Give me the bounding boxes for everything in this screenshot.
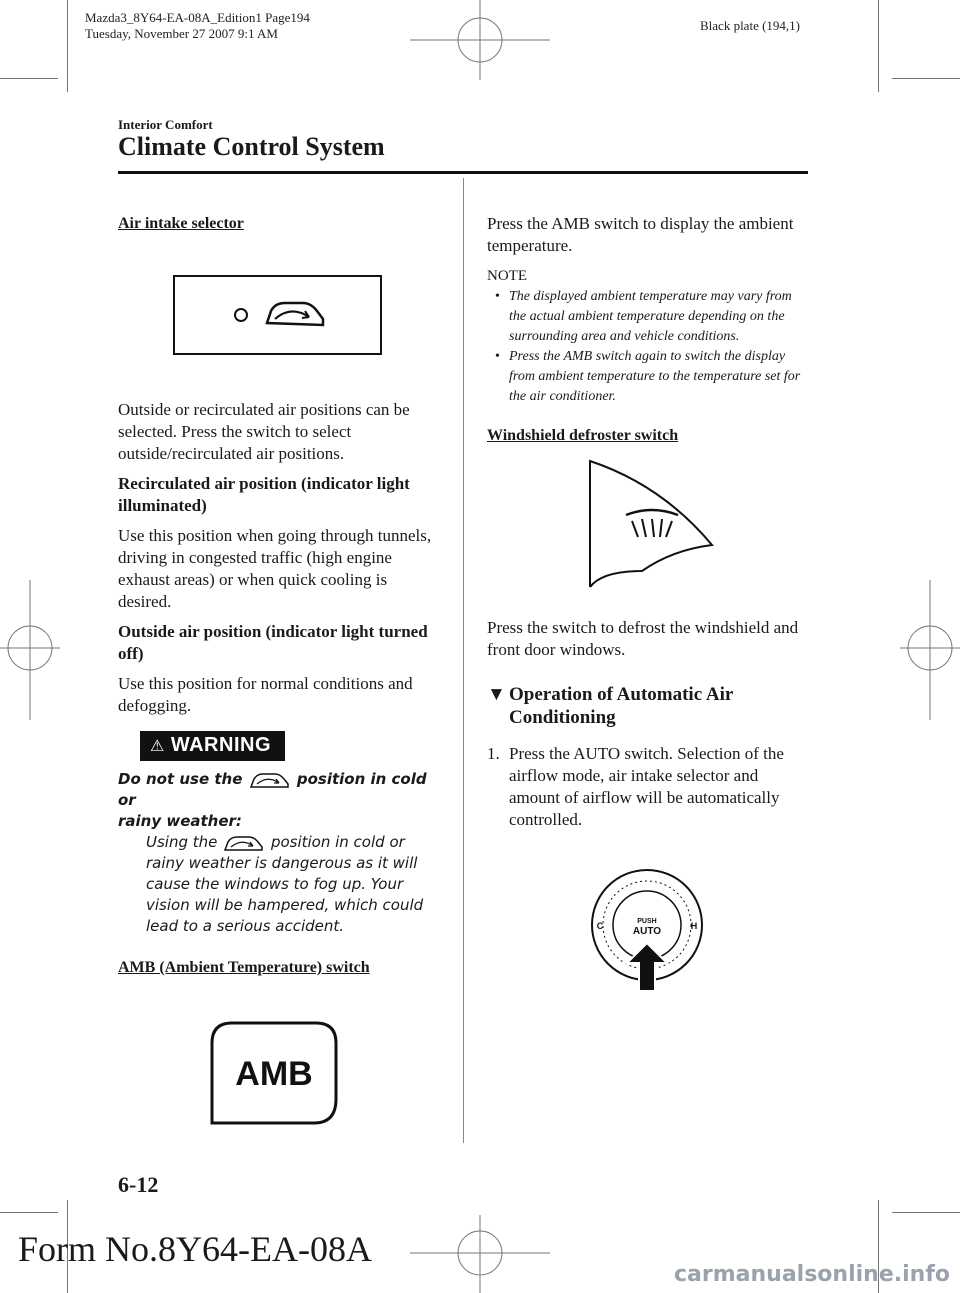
page-number: 6-12: [118, 1172, 159, 1197]
defroster-body: Press the switch to defrost the windshield and front door windows.: [487, 618, 799, 659]
crop-mark: [892, 78, 960, 79]
section-marker-icon: ▼: [487, 684, 506, 705]
recirc-heading: Recirculated air position (indicator light illuminated): [118, 474, 410, 515]
print-meta-plate: Black plate (194,1): [700, 18, 800, 33]
registration-mark-right: [900, 580, 960, 720]
warning-lead: Do not use the position in cold or rainy weather:: [118, 770, 427, 830]
step-number: 1.: [487, 744, 500, 763]
print-meta-date: Tuesday, November 27 2007 9:1 AM: [85, 26, 278, 41]
amb-heading: AMB (Ambient Temperature) switch: [118, 959, 370, 976]
auto-label: AUTO: [632, 926, 662, 937]
hot-label: H: [690, 921, 698, 931]
amb-description: Press the AMB switch to display the ambient temperature.: [487, 214, 794, 255]
note-item: • The displayed ambient temperature may vary from the actual ambient temperature depending on the surrounding area and vehicle conditions.: [487, 287, 807, 347]
outside-heading: Outside air position (indicator light turned off): [118, 622, 428, 663]
print-meta-file: Mazda3_8Y64-EA-08A_Edition1 Page194: [85, 10, 310, 25]
recirc-body: Use this position when going through tunnels, driving in congested traffic (high engine exhaust areas) or when quick cooling is desired.: [118, 526, 432, 611]
note-list: [487, 287, 807, 407]
form-number: Form No.8Y64-EA-08A: [18, 1229, 372, 1269]
registration-mark-top: [410, 0, 550, 80]
page-title: Climate Control System: [118, 132, 385, 161]
registration-mark-bottom: [410, 1215, 550, 1293]
watermark: carmanualsonline.info: [674, 1262, 950, 1287]
note-label: NOTE: [487, 268, 527, 284]
push-label: PUSH: [637, 918, 657, 925]
recirculated-air-icon: [222, 834, 266, 852]
warning-icon: ⚠: [150, 738, 165, 755]
defroster-heading: Windshield defroster switch: [487, 427, 679, 444]
outside-body: Use this position for normal conditions and defogging.: [118, 674, 413, 715]
warning-badge: [140, 731, 436, 761]
recirculated-air-icon: [248, 771, 292, 789]
amb-button-label: AMB: [235, 1055, 313, 1093]
amb-switch-illustration: [210, 1021, 340, 1125]
crop-mark: [67, 0, 68, 92]
air-intake-switch-illustration: [173, 275, 383, 357]
left-column: [118, 213, 436, 1125]
header-rule: [118, 171, 808, 174]
cold-label: C: [596, 921, 604, 931]
auto-dial-illustration: [587, 867, 707, 997]
warning-label: WARNING: [170, 734, 272, 756]
crop-mark: [0, 1212, 58, 1213]
step-text: Press the AUTO switch. Selection of the airflow mode, air intake selector and amount of airflow will be automatically controlled.: [509, 744, 784, 829]
crop-mark: [892, 1212, 960, 1213]
operation-heading: ▼ Operation of Automatic Air Conditioning: [487, 684, 734, 728]
right-column: [487, 213, 807, 997]
note-item: • Press the AMB switch again to switch the display from ambient temperature to the temperature set for the air conditioner.: [487, 347, 807, 407]
air-intake-body: Outside or recirculated air positions can be selected. Press the switch to select outside/recirculated air positions.: [118, 400, 410, 463]
warning-body: Using the position in cold or rainy weather is dangerous as it will cause the windows to fog up. Your vision will be hampered, which could lead to a serious accident.: [146, 833, 424, 935]
air-intake-heading: Air intake selector: [118, 215, 244, 232]
crop-mark: [878, 0, 879, 92]
defroster-switch-illustration: [582, 455, 722, 595]
crop-mark: [0, 78, 58, 79]
column-divider: [463, 178, 464, 1143]
section-label: Interior Comfort: [118, 117, 213, 132]
step-1: [487, 743, 807, 831]
registration-mark-left: [0, 580, 60, 720]
